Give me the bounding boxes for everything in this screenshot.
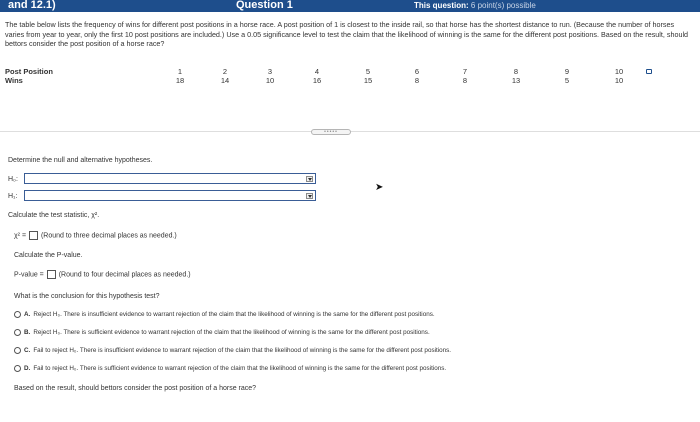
chevron-down-icon [306, 193, 313, 199]
option-b[interactable] [14, 329, 430, 336]
hypotheses-prompt: Determine the null and alternative hypotheses. [8, 157, 153, 164]
p-value-input[interactable] [47, 270, 56, 279]
wins-label: Wins [5, 76, 23, 85]
option-a[interactable] [14, 311, 435, 318]
wins-cell: 8 [414, 76, 420, 85]
radio-button[interactable] [14, 329, 21, 336]
wins-cell: 15 [363, 76, 373, 85]
option-letter: D. [24, 365, 31, 373]
post-position-cell: 6 [414, 67, 420, 76]
post-position-cell: 10 [614, 67, 624, 76]
mouse-cursor-icon: ➤ [375, 182, 384, 193]
frequency-table [5, 65, 695, 91]
question-points: 6 point(s) possible [470, 1, 536, 10]
conclusion-prompt: What is the conclusion for this hypothesis test? [14, 293, 160, 300]
option-text: Fail to reject H₀. There is sufficient evidence to warrant rejection of the claim that the likelihood of winning is the same for the different post positions. [33, 365, 447, 373]
wins-cell: 14 [220, 76, 230, 85]
h0-label: H₀: [8, 176, 18, 183]
option-text: Reject H₀. There is insufficient evidence to warrant rejection of the claim that the likelihood of winning is the same for the different post positions. [33, 311, 435, 319]
post-position-label: Post Position [5, 67, 53, 76]
wins-cell: 5 [564, 76, 570, 85]
h1-label: H₁: [8, 193, 18, 200]
p-value-row [14, 270, 191, 279]
p-value-prompt: Calculate the P-value. [14, 252, 83, 259]
post-position-cell: 9 [564, 67, 570, 76]
option-d[interactable] [14, 365, 446, 372]
chi-square-prefix: χ² = [14, 232, 27, 240]
radio-button[interactable] [14, 311, 21, 318]
option-text: Fail to reject H₀. There is insufficient evidence to warrant rejection of the claim that the likelihood of winning is the same for the different post positions. [33, 347, 452, 355]
copy-data-icon[interactable] [646, 69, 652, 74]
problem-statement: The table below lists the frequency of wins for different post positions in a horse race. A post position of 1 is closest to the inside rail, so that horse has the shortest distance to run. (Because the number of horses varies from year to year, only the first 10 post positions are included.) Use a 0.05 significance level to test the claim that the likelihood of winning is the same for the different post positions. Based on the result, should bettors consider the post position of a horse race? [5, 20, 689, 48]
wins-cell: 16 [312, 76, 322, 85]
wins-cell: 18 [175, 76, 185, 85]
post-position-cell: 1 [177, 67, 183, 76]
top-bar [0, 0, 700, 12]
radio-button[interactable] [14, 365, 21, 372]
question-label: This question: [414, 1, 469, 10]
chi-square-input[interactable] [29, 231, 38, 240]
option-letter: B. [24, 329, 31, 337]
post-position-cell: 2 [222, 67, 228, 76]
option-c[interactable] [14, 347, 451, 354]
test-statistic-row [14, 231, 177, 240]
option-letter: C. [24, 347, 31, 355]
post-position-cell: 7 [462, 67, 468, 76]
section-title: and 12.1) [8, 0, 56, 11]
test-statistic-prompt: Calculate the test statistic, χ². [8, 212, 100, 219]
p-value-prefix: P-value = [14, 271, 44, 279]
bettors-prompt: Based on the result, should bettors consider the post position of a horse race? [14, 385, 257, 392]
h1-dropdown[interactable] [24, 190, 316, 201]
option-letter: A. [24, 311, 31, 319]
chi-square-hint: (Round to three decimal places as needed.) [40, 232, 177, 240]
question-info [414, 1, 536, 10]
post-position-cell: 3 [267, 67, 273, 76]
option-text: Reject H₀. There is sufficient evidence to warrant rejection of the claim that the likelihood of winning is the same for the different post positions. [33, 329, 430, 337]
wins-cell: 8 [462, 76, 468, 85]
p-value-hint: (Round to four decimal places as needed.) [58, 271, 191, 279]
wins-cell: 10 [614, 76, 624, 85]
post-position-cell: 8 [513, 67, 519, 76]
post-position-cell: 5 [365, 67, 371, 76]
radio-button[interactable] [14, 347, 21, 354]
post-position-cell: 4 [314, 67, 320, 76]
h0-dropdown[interactable] [24, 173, 316, 184]
question-title: Question 1 [236, 0, 293, 11]
expand-more-button[interactable]: ••••• [311, 129, 351, 135]
chevron-down-icon [306, 176, 313, 182]
wins-cell: 10 [265, 76, 275, 85]
wins-cell: 13 [511, 76, 521, 85]
